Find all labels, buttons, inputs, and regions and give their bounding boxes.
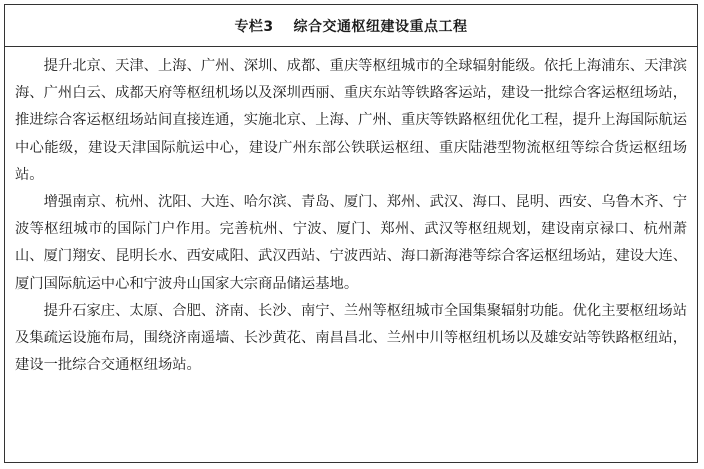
box-title-row bbox=[5, 5, 697, 47]
paragraph-national-hubs: 提升石家庄、太原、合肥、济南、长沙、南宁、兰州等枢纽城市全国集聚辐射功能。优化主要枢纽场站及集疏运设施布局，围绕济南遥墙、长沙黄花、南昌昌北、兰州中川等枢纽机场以及雄安站等铁路枢纽站，建设一批综合交通枢纽场站。 bbox=[15, 302, 687, 374]
box-content bbox=[5, 47, 697, 379]
feature-box bbox=[4, 4, 698, 463]
paragraph-global-hubs: 提升北京、天津、上海、广州、深圳、成都、重庆等枢纽城市的全球辐射能级。依托上海浦东、天津滨海、广州白云、成都天府等枢纽机场以及深圳西丽、重庆东站等铁路客运站，建设一批综合客运枢纽场站，推进综合客运枢纽场站间直接连通，实施北京、上海、广州、重庆等铁路枢纽优化工程，提升上海国际航运中心能级，建设天津国际航运中心，建设广州东部公铁联运枢纽、重庆陆港型物流枢纽等综合货运枢纽场站。 bbox=[15, 58, 687, 183]
paragraph-international-gateways: 增强南京、杭州、沈阳、大连、哈尔滨、青岛、厦门、郑州、武汉、海口、昆明、西安、乌鲁木齐、宁波等枢纽城市的国际门户作用。完善杭州、宁波、厦门、郑州、武汉等枢纽规划，建设南京禄口、杭州萧山、厦门翔安、昆明长水、西安咸阳、武汉西站、宁波西站、海口新海港等综合客运枢纽场站，建设大连、厦门国际航运中心和宁波舟山国家大宗商品储运基地。 bbox=[15, 194, 687, 292]
box-title: 专栏3 综合交通枢纽建设重点工程 bbox=[234, 18, 468, 35]
